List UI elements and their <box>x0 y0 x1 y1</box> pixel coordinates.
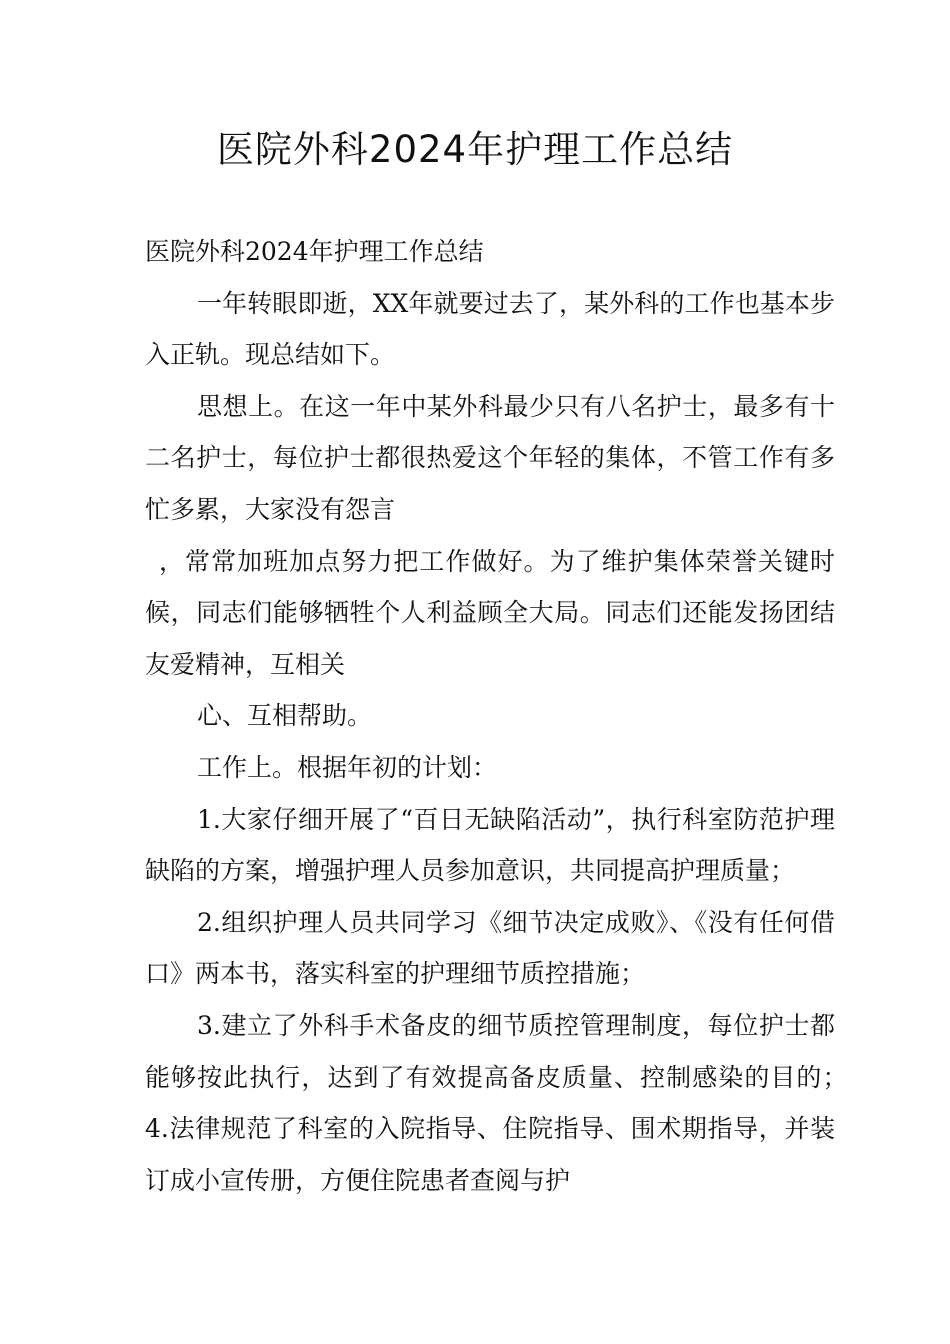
paragraph-intro: 一年转眼即逝，XX年就要过去了，某外科的工作也基本步入正轨。现总结如下。 <box>145 288 835 370</box>
paragraph-thought-end: 心、互相帮助。 <box>197 701 373 731</box>
paragraph-work: 工作上。根据年初的计划： <box>197 752 498 782</box>
list-item-1: 1.大家仔细开展了“百日无缺陷活动”，执行科室防范护理缺陷的方案，增强护理人员参加意识，共同提高护理质量； <box>145 804 835 886</box>
document-body <box>145 226 936 1206</box>
list-item-3-4: 3.建立了外科手术备皮的细节质控管理制度，每位护士都能够按此执行，达到了有效提高备皮质量、控制感染的目的； 4.法律规范了科室的入院指导、住院指导、围术期指导，并装订成小宣传册，方便住院患者查阅与护 <box>145 1010 936 1195</box>
paragraph-thought: 思想上。在这一年中某外科最少只有八名护士，最多有十二名护士，每位护士都很热爱这个年轻的集体，不管工作有多忙多累，大家没有怨言 <box>145 391 835 524</box>
list-item-2: 2.组织护理人员共同学习《细节决定成败》、《没有任何借口》两本书，落实科室的护理细节质控措施； <box>145 907 835 989</box>
paragraph-thought-continued: ，常常加班加点努力把工作做好。为了维护集体荣誉关键时候，同志们能够牺牲个人利益顾全大局。同志们还能发扬团结友爱精神，互相关 <box>145 546 835 679</box>
document-title: 医院外科2024年护理工作总结 <box>216 128 734 171</box>
paragraph-subtitle: 医院外科2024年护理工作总结 <box>145 237 484 266</box>
